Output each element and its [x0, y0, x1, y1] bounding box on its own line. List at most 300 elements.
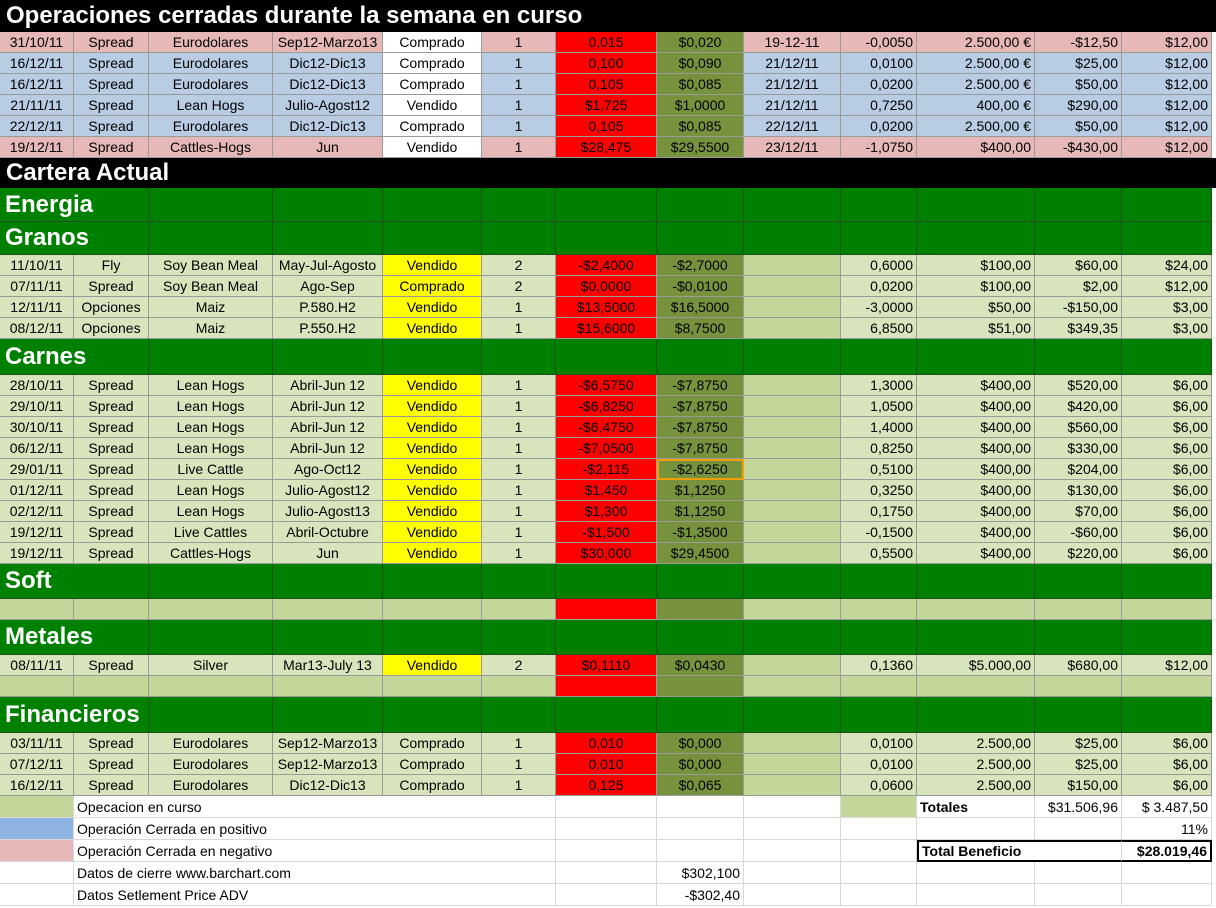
- product-cell[interactable]: Eurodolares: [149, 733, 273, 754]
- profit-cell[interactable]: $25,00: [1035, 754, 1122, 775]
- current-cell[interactable]: $29,5500: [657, 137, 744, 158]
- entry-cell[interactable]: $13,5000: [556, 297, 657, 318]
- date-cell[interactable]: 08/12/11: [0, 318, 74, 339]
- kind-cell[interactable]: Spread: [74, 543, 149, 564]
- date-cell[interactable]: 19/12/11: [0, 137, 74, 158]
- close_date-cell[interactable]: [744, 459, 841, 480]
- current-cell[interactable]: $8,7500: [657, 318, 744, 339]
- kind-cell[interactable]: Spread: [74, 480, 149, 501]
- commission-cell[interactable]: $3,00: [1122, 318, 1212, 339]
- commission-cell[interactable]: $12,00: [1122, 53, 1212, 74]
- entry-cell[interactable]: -$2,4000: [556, 255, 657, 276]
- entry-cell[interactable]: 0,015: [556, 32, 657, 53]
- product-cell[interactable]: Lean Hogs: [149, 501, 273, 522]
- contract-cell[interactable]: Dic12-Dic13: [273, 775, 383, 796]
- entry-cell[interactable]: -$6,5750: [556, 375, 657, 396]
- point_value-cell[interactable]: $100,00: [917, 276, 1035, 297]
- reference-value[interactable]: $302,100: [657, 862, 744, 884]
- close_date-cell[interactable]: [744, 276, 841, 297]
- side-cell[interactable]: Vendido: [383, 318, 482, 339]
- contract-cell[interactable]: Sep12-Marzo13: [273, 733, 383, 754]
- section-label[interactable]: Energia: [0, 188, 149, 222]
- point_value-cell[interactable]: $400,00: [917, 375, 1035, 396]
- total-benefit-value[interactable]: $28.019,46: [1122, 840, 1212, 862]
- diff-cell[interactable]: 1,4000: [841, 417, 917, 438]
- qty-cell[interactable]: 1: [482, 396, 556, 417]
- entry-cell[interactable]: 0,010: [556, 733, 657, 754]
- point_value-cell[interactable]: $50,00: [917, 297, 1035, 318]
- side-cell[interactable]: Vendido: [383, 501, 482, 522]
- close_date-cell[interactable]: [744, 480, 841, 501]
- product-cell[interactable]: Lean Hogs: [149, 375, 273, 396]
- kind-cell[interactable]: Spread: [74, 116, 149, 137]
- diff-cell[interactable]: 0,0200: [841, 116, 917, 137]
- kind-cell[interactable]: Spread: [74, 754, 149, 775]
- profit-cell[interactable]: -$430,00: [1035, 137, 1122, 158]
- current-cell[interactable]: $0,090: [657, 53, 744, 74]
- contract-cell[interactable]: Abril-Jun 12: [273, 396, 383, 417]
- entry-cell[interactable]: $0,1110: [556, 655, 657, 676]
- profit-cell[interactable]: -$150,00: [1035, 297, 1122, 318]
- close_date-cell[interactable]: [744, 655, 841, 676]
- current-cell[interactable]: $0,020: [657, 32, 744, 53]
- date-cell[interactable]: 29/01/11: [0, 459, 74, 480]
- product-cell[interactable]: Lean Hogs: [149, 417, 273, 438]
- profit-cell[interactable]: $60,00: [1035, 255, 1122, 276]
- close_date-cell[interactable]: [744, 255, 841, 276]
- entry-cell[interactable]: -$7,0500: [556, 438, 657, 459]
- date-cell[interactable]: 31/10/11: [0, 32, 74, 53]
- empty-cell[interactable]: [482, 676, 556, 697]
- profit-cell[interactable]: -$60,00: [1035, 522, 1122, 543]
- contract-cell[interactable]: Abril-Jun 12: [273, 375, 383, 396]
- empty-cell[interactable]: [841, 676, 917, 697]
- empty-cell[interactable]: [556, 676, 657, 697]
- diff-cell[interactable]: 0,1360: [841, 655, 917, 676]
- diff-cell[interactable]: 0,5500: [841, 543, 917, 564]
- legend-cell[interactable]: [744, 862, 841, 884]
- close_date-cell[interactable]: 22/12/11: [744, 116, 841, 137]
- side-cell[interactable]: Comprado: [383, 53, 482, 74]
- empty-cell[interactable]: [149, 599, 273, 620]
- date-cell[interactable]: 12/11/11: [0, 297, 74, 318]
- product-cell[interactable]: Live Cattles: [149, 522, 273, 543]
- diff-cell[interactable]: -3,0000: [841, 297, 917, 318]
- empty-cell[interactable]: [917, 676, 1035, 697]
- legend-cell[interactable]: [1035, 862, 1122, 884]
- commission-cell[interactable]: $12,00: [1122, 95, 1212, 116]
- commission-cell[interactable]: $3,00: [1122, 297, 1212, 318]
- commission-cell[interactable]: $12,00: [1122, 655, 1212, 676]
- contract-cell[interactable]: Mar13-July 13: [273, 655, 383, 676]
- side-cell[interactable]: Vendido: [383, 543, 482, 564]
- qty-cell[interactable]: 1: [482, 501, 556, 522]
- diff-cell[interactable]: 1,3000: [841, 375, 917, 396]
- point_value-cell[interactable]: $400,00: [917, 396, 1035, 417]
- close_date-cell[interactable]: [744, 318, 841, 339]
- product-cell[interactable]: Silver: [149, 655, 273, 676]
- empty-cell[interactable]: [841, 599, 917, 620]
- date-cell[interactable]: 21/11/11: [0, 95, 74, 116]
- close_date-cell[interactable]: 19-12-11: [744, 32, 841, 53]
- current-cell[interactable]: $1,1250: [657, 480, 744, 501]
- empty-cell[interactable]: [744, 599, 841, 620]
- entry-cell[interactable]: $0,0000: [556, 276, 657, 297]
- kind-cell[interactable]: Spread: [74, 655, 149, 676]
- qty-cell[interactable]: 1: [482, 459, 556, 480]
- date-cell[interactable]: 29/10/11: [0, 396, 74, 417]
- diff-cell[interactable]: 1,0500: [841, 396, 917, 417]
- contract-cell[interactable]: Abril-Octubre: [273, 522, 383, 543]
- date-cell[interactable]: 03/11/11: [0, 733, 74, 754]
- side-cell[interactable]: Vendido: [383, 396, 482, 417]
- commission-cell[interactable]: $6,00: [1122, 480, 1212, 501]
- date-cell[interactable]: 11/10/11: [0, 255, 74, 276]
- diff-cell[interactable]: -0,1500: [841, 522, 917, 543]
- entry-cell[interactable]: $1,725: [556, 95, 657, 116]
- legend-cell[interactable]: [556, 818, 657, 840]
- date-cell[interactable]: 19/12/11: [0, 543, 74, 564]
- point_value-cell[interactable]: 2.500,00 €: [917, 116, 1035, 137]
- profit-cell[interactable]: $560,00: [1035, 417, 1122, 438]
- contract-cell[interactable]: Dic12-Dic13: [273, 116, 383, 137]
- point_value-cell[interactable]: 2.500,00: [917, 775, 1035, 796]
- legend-label[interactable]: Datos de cierre www.barchart.com: [74, 862, 556, 884]
- kind-cell[interactable]: Spread: [74, 438, 149, 459]
- diff-cell[interactable]: 0,0100: [841, 733, 917, 754]
- profit-cell[interactable]: $330,00: [1035, 438, 1122, 459]
- commission-cell[interactable]: $6,00: [1122, 396, 1212, 417]
- side-cell[interactable]: Comprado: [383, 775, 482, 796]
- contract-cell[interactable]: Sep12-Marzo13: [273, 32, 383, 53]
- commission-cell[interactable]: $6,00: [1122, 375, 1212, 396]
- qty-cell[interactable]: 1: [482, 522, 556, 543]
- current-cell[interactable]: $0,085: [657, 116, 744, 137]
- empty-cell[interactable]: [383, 676, 482, 697]
- commission-cell[interactable]: $12,00: [1122, 32, 1212, 53]
- product-cell[interactable]: Soy Bean Meal: [149, 255, 273, 276]
- current-cell[interactable]: -$7,8750: [657, 417, 744, 438]
- qty-cell[interactable]: 1: [482, 543, 556, 564]
- kind-cell[interactable]: Spread: [74, 137, 149, 158]
- totals-label[interactable]: Totales: [917, 796, 1035, 818]
- commission-cell[interactable]: $12,00: [1122, 137, 1212, 158]
- legend-cell[interactable]: [917, 884, 1035, 906]
- current-cell[interactable]: $16,5000: [657, 297, 744, 318]
- qty-cell[interactable]: 1: [482, 733, 556, 754]
- contract-cell[interactable]: Abril-Jun 12: [273, 417, 383, 438]
- empty-cell[interactable]: [273, 676, 383, 697]
- legend-label[interactable]: Operación Cerrada en positivo: [74, 818, 556, 840]
- qty-cell[interactable]: 1: [482, 32, 556, 53]
- entry-cell[interactable]: $30,000: [556, 543, 657, 564]
- close_date-cell[interactable]: [744, 754, 841, 775]
- diff-cell[interactable]: 0,3250: [841, 480, 917, 501]
- date-cell[interactable]: 06/12/11: [0, 438, 74, 459]
- commission-cell[interactable]: $6,00: [1122, 754, 1212, 775]
- side-cell[interactable]: Vendido: [383, 375, 482, 396]
- close_date-cell[interactable]: [744, 438, 841, 459]
- current-cell[interactable]: -$7,8750: [657, 375, 744, 396]
- section-label[interactable]: Soft: [0, 564, 149, 599]
- profit-cell[interactable]: $420,00: [1035, 396, 1122, 417]
- qty-cell[interactable]: 1: [482, 775, 556, 796]
- profit-cell[interactable]: $204,00: [1035, 459, 1122, 480]
- reference-value[interactable]: -$302,40: [657, 884, 744, 906]
- commission-cell[interactable]: $6,00: [1122, 417, 1212, 438]
- kind-cell[interactable]: Fly: [74, 255, 149, 276]
- qty-cell[interactable]: 1: [482, 95, 556, 116]
- section-label[interactable]: Carnes: [0, 339, 149, 375]
- contract-cell[interactable]: Dic12-Dic13: [273, 53, 383, 74]
- point_value-cell[interactable]: $400,00: [917, 501, 1035, 522]
- kind-cell[interactable]: Spread: [74, 417, 149, 438]
- side-cell[interactable]: Vendido: [383, 438, 482, 459]
- empty-cell[interactable]: [149, 676, 273, 697]
- kind-cell[interactable]: Opciones: [74, 297, 149, 318]
- profit-cell[interactable]: $290,00: [1035, 95, 1122, 116]
- current-cell[interactable]: -$7,8750: [657, 438, 744, 459]
- legend-cell[interactable]: [917, 818, 1035, 840]
- profit-cell[interactable]: -$12,50: [1035, 32, 1122, 53]
- diff-cell[interactable]: 0,0200: [841, 276, 917, 297]
- kind-cell[interactable]: Spread: [74, 459, 149, 480]
- diff-cell[interactable]: 0,0100: [841, 754, 917, 775]
- legend-cell[interactable]: [841, 862, 917, 884]
- diff-cell[interactable]: 0,1750: [841, 501, 917, 522]
- commission-cell[interactable]: $6,00: [1122, 775, 1212, 796]
- point_value-cell[interactable]: 2.500,00 €: [917, 32, 1035, 53]
- current-cell[interactable]: -$7,8750: [657, 396, 744, 417]
- diff-cell[interactable]: 0,0600: [841, 775, 917, 796]
- current-cell[interactable]: -$2,7000: [657, 255, 744, 276]
- commission-cell[interactable]: $12,00: [1122, 116, 1212, 137]
- point_value-cell[interactable]: 400,00 €: [917, 95, 1035, 116]
- profit-cell[interactable]: $25,00: [1035, 53, 1122, 74]
- entry-cell[interactable]: $1,450: [556, 480, 657, 501]
- contract-cell[interactable]: Jun: [273, 137, 383, 158]
- profit-cell[interactable]: $2,00: [1035, 276, 1122, 297]
- product-cell[interactable]: Cattles-Hogs: [149, 137, 273, 158]
- kind-cell[interactable]: Spread: [74, 733, 149, 754]
- profit-cell[interactable]: $520,00: [1035, 375, 1122, 396]
- contract-cell[interactable]: P.550.H2: [273, 318, 383, 339]
- contract-cell[interactable]: Abril-Jun 12: [273, 438, 383, 459]
- kind-cell[interactable]: Spread: [74, 276, 149, 297]
- legend-cell[interactable]: [744, 840, 841, 862]
- point_value-cell[interactable]: $400,00: [917, 417, 1035, 438]
- close_date-cell[interactable]: 21/12/11: [744, 74, 841, 95]
- profit-cell[interactable]: $25,00: [1035, 733, 1122, 754]
- profit-cell[interactable]: $349,35: [1035, 318, 1122, 339]
- entry-cell[interactable]: -$1,500: [556, 522, 657, 543]
- empty-cell[interactable]: [383, 599, 482, 620]
- side-cell[interactable]: Comprado: [383, 754, 482, 775]
- point_value-cell[interactable]: 2.500,00 €: [917, 53, 1035, 74]
- legend-cell[interactable]: [1035, 884, 1122, 906]
- product-cell[interactable]: Eurodolares: [149, 116, 273, 137]
- point_value-cell[interactable]: $51,00: [917, 318, 1035, 339]
- totals-profit[interactable]: $31.506,96: [1035, 796, 1122, 818]
- contract-cell[interactable]: Dic12-Dic13: [273, 74, 383, 95]
- close_date-cell[interactable]: [744, 375, 841, 396]
- side-cell[interactable]: Vendido: [383, 417, 482, 438]
- diff-cell[interactable]: 0,8250: [841, 438, 917, 459]
- point_value-cell[interactable]: $400,00: [917, 459, 1035, 480]
- entry-cell[interactable]: 0,125: [556, 775, 657, 796]
- side-cell[interactable]: Comprado: [383, 32, 482, 53]
- diff-cell[interactable]: 6,8500: [841, 318, 917, 339]
- current-cell[interactable]: -$2,6250: [657, 459, 744, 480]
- contract-cell[interactable]: Julio-Agost12: [273, 480, 383, 501]
- product-cell[interactable]: Lean Hogs: [149, 438, 273, 459]
- empty-cell[interactable]: [1122, 599, 1212, 620]
- point_value-cell[interactable]: $400,00: [917, 543, 1035, 564]
- product-cell[interactable]: Maiz: [149, 297, 273, 318]
- product-cell[interactable]: Cattles-Hogs: [149, 543, 273, 564]
- side-cell[interactable]: Comprado: [383, 733, 482, 754]
- qty-cell[interactable]: 2: [482, 276, 556, 297]
- date-cell[interactable]: 07/12/11: [0, 754, 74, 775]
- profit-cell[interactable]: $130,00: [1035, 480, 1122, 501]
- side-cell[interactable]: Vendido: [383, 459, 482, 480]
- legend-cell[interactable]: [841, 818, 917, 840]
- diff-cell[interactable]: -1,0750: [841, 137, 917, 158]
- close_date-cell[interactable]: [744, 396, 841, 417]
- contract-cell[interactable]: Jun: [273, 543, 383, 564]
- date-cell[interactable]: 16/12/11: [0, 74, 74, 95]
- empty-cell[interactable]: [74, 676, 149, 697]
- qty-cell[interactable]: 2: [482, 255, 556, 276]
- empty-cell[interactable]: [657, 676, 744, 697]
- side-cell[interactable]: Comprado: [383, 116, 482, 137]
- product-cell[interactable]: Maiz: [149, 318, 273, 339]
- point_value-cell[interactable]: $100,00: [917, 255, 1035, 276]
- product-cell[interactable]: Lean Hogs: [149, 396, 273, 417]
- commission-cell[interactable]: $6,00: [1122, 501, 1212, 522]
- close_date-cell[interactable]: [744, 733, 841, 754]
- entry-cell[interactable]: 0,105: [556, 116, 657, 137]
- legend-cell[interactable]: [841, 796, 917, 818]
- entry-cell[interactable]: -$6,8250: [556, 396, 657, 417]
- date-cell[interactable]: 30/10/11: [0, 417, 74, 438]
- product-cell[interactable]: Lean Hogs: [149, 95, 273, 116]
- current-cell[interactable]: $0,0430: [657, 655, 744, 676]
- legend-cell[interactable]: [657, 840, 744, 862]
- qty-cell[interactable]: 1: [482, 480, 556, 501]
- legend-cell[interactable]: [657, 818, 744, 840]
- entry-cell[interactable]: -$6,4750: [556, 417, 657, 438]
- legend-cell[interactable]: [556, 862, 657, 884]
- entry-cell[interactable]: 0,105: [556, 74, 657, 95]
- kind-cell[interactable]: Spread: [74, 501, 149, 522]
- qty-cell[interactable]: 2: [482, 655, 556, 676]
- empty-cell[interactable]: [556, 599, 657, 620]
- legend-label[interactable]: Opecacion en curso: [74, 796, 556, 818]
- entry-cell[interactable]: 0,100: [556, 53, 657, 74]
- totals-commission[interactable]: $ 3.487,50: [1122, 796, 1212, 818]
- point_value-cell[interactable]: $400,00: [917, 137, 1035, 158]
- profit-cell[interactable]: $50,00: [1035, 116, 1122, 137]
- empty-cell[interactable]: [744, 676, 841, 697]
- commission-cell[interactable]: $6,00: [1122, 522, 1212, 543]
- date-cell[interactable]: 07/11/11: [0, 276, 74, 297]
- close_date-cell[interactable]: [744, 417, 841, 438]
- section-label[interactable]: Granos: [0, 222, 149, 255]
- diff-cell[interactable]: 0,7250: [841, 95, 917, 116]
- current-cell[interactable]: $0,065: [657, 775, 744, 796]
- close_date-cell[interactable]: 21/12/11: [744, 53, 841, 74]
- date-cell[interactable]: 22/12/11: [0, 116, 74, 137]
- section-label[interactable]: Metales: [0, 620, 149, 655]
- close_date-cell[interactable]: [744, 543, 841, 564]
- date-cell[interactable]: 19/12/11: [0, 522, 74, 543]
- date-cell[interactable]: 08/11/11: [0, 655, 74, 676]
- close_date-cell[interactable]: 23/12/11: [744, 137, 841, 158]
- kind-cell[interactable]: Spread: [74, 396, 149, 417]
- kind-cell[interactable]: Spread: [74, 74, 149, 95]
- qty-cell[interactable]: 1: [482, 116, 556, 137]
- empty-cell[interactable]: [1035, 676, 1122, 697]
- contract-cell[interactable]: Julio-Agost13: [273, 501, 383, 522]
- total-benefit-label[interactable]: Total Beneficio: [917, 840, 1122, 862]
- section-label[interactable]: Financieros: [0, 697, 149, 733]
- current-cell[interactable]: $29,4500: [657, 543, 744, 564]
- contract-cell[interactable]: May-Jul-Agosto: [273, 255, 383, 276]
- qty-cell[interactable]: 1: [482, 375, 556, 396]
- product-cell[interactable]: Lean Hogs: [149, 480, 273, 501]
- date-cell[interactable]: 16/12/11: [0, 775, 74, 796]
- contract-cell[interactable]: Sep12-Marzo13: [273, 754, 383, 775]
- empty-cell[interactable]: [917, 599, 1035, 620]
- product-cell[interactable]: Live Cattle: [149, 459, 273, 480]
- empty-cell[interactable]: [1122, 676, 1212, 697]
- contract-cell[interactable]: P.580.H2: [273, 297, 383, 318]
- date-cell[interactable]: 01/12/11: [0, 480, 74, 501]
- profit-cell[interactable]: $70,00: [1035, 501, 1122, 522]
- product-cell[interactable]: Eurodolares: [149, 775, 273, 796]
- current-cell[interactable]: $1,0000: [657, 95, 744, 116]
- point_value-cell[interactable]: $400,00: [917, 438, 1035, 459]
- side-cell[interactable]: Vendido: [383, 480, 482, 501]
- contract-cell[interactable]: Ago-Sep: [273, 276, 383, 297]
- current-cell[interactable]: -$0,0100: [657, 276, 744, 297]
- side-cell[interactable]: Vendido: [383, 137, 482, 158]
- empty-cell[interactable]: [74, 599, 149, 620]
- product-cell[interactable]: Eurodolares: [149, 74, 273, 95]
- legend-cell[interactable]: [657, 796, 744, 818]
- entry-cell[interactable]: 0,010: [556, 754, 657, 775]
- empty-cell[interactable]: [0, 676, 74, 697]
- date-cell[interactable]: 02/12/11: [0, 501, 74, 522]
- empty-cell[interactable]: [1035, 599, 1122, 620]
- qty-cell[interactable]: 1: [482, 74, 556, 95]
- date-cell[interactable]: 16/12/11: [0, 53, 74, 74]
- close_date-cell[interactable]: [744, 501, 841, 522]
- side-cell[interactable]: Vendido: [383, 255, 482, 276]
- close_date-cell[interactable]: [744, 297, 841, 318]
- point_value-cell[interactable]: $400,00: [917, 522, 1035, 543]
- close_date-cell[interactable]: 21/12/11: [744, 95, 841, 116]
- point_value-cell[interactable]: 2.500,00: [917, 733, 1035, 754]
- qty-cell[interactable]: 1: [482, 53, 556, 74]
- legend-cell[interactable]: [917, 862, 1035, 884]
- side-cell[interactable]: Comprado: [383, 74, 482, 95]
- close_date-cell[interactable]: [744, 775, 841, 796]
- profit-cell[interactable]: $50,00: [1035, 74, 1122, 95]
- point_value-cell[interactable]: $400,00: [917, 480, 1035, 501]
- date-cell[interactable]: 28/10/11: [0, 375, 74, 396]
